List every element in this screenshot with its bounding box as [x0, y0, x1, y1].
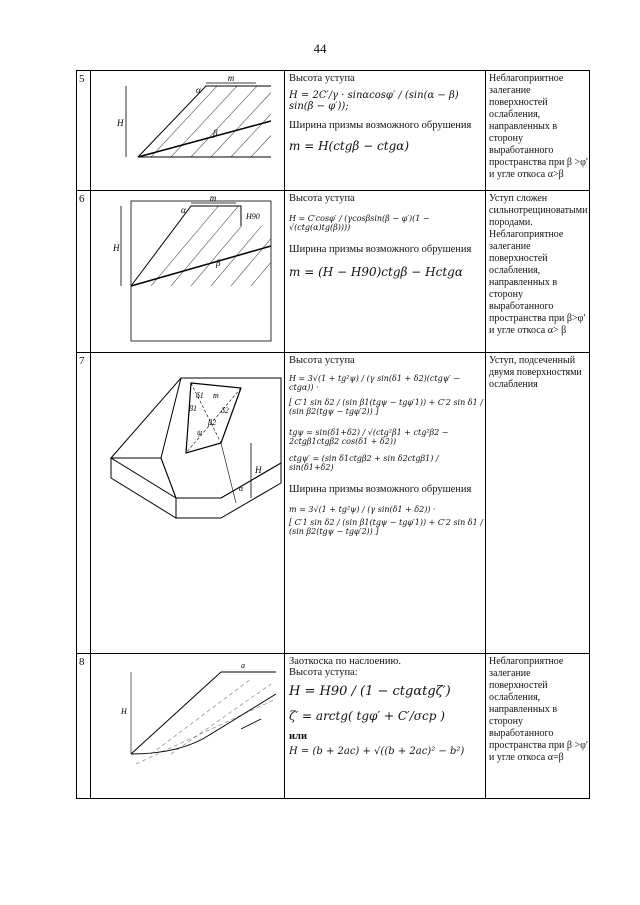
condition-cell: Уступ, подсеченный двумя поверхностями ослабления [486, 353, 590, 654]
formula-cell [285, 654, 486, 799]
width-equation: m = 3√(1 + tg²ψ) / (γ sin(δ1 + δ2)) · [289, 505, 436, 514]
width-label: Ширина призмы возможного обрушения [289, 484, 472, 495]
tg-psi-equation: tgψ = sin(δ1+δ2) / √(ctg²β1 + ctg²β2 − 2ctgβ1ctgβ2 cos(δ1 + δ2)) [289, 428, 449, 446]
label-beta1: β1 [189, 404, 197, 413]
label-alpha: α [196, 85, 201, 95]
label-m: m [227, 73, 235, 83]
table-row [77, 353, 590, 654]
label-h90: H90 [246, 212, 260, 221]
formula-table [76, 70, 590, 799]
label-m: m [209, 193, 217, 203]
or-label: или [289, 731, 307, 742]
width-label: Ширина призмы возможного обрушения [289, 244, 472, 255]
formula-cell [285, 191, 486, 353]
width-equation: m = H(ctgβ − ctgα) [289, 139, 410, 153]
height-equation: H = 3√(1 + tg²ψ) / (γ sin(δ1 + δ2)(ctgψ′ − ctgα)) · [289, 374, 461, 392]
height-bracket-equation: [ C′1 sin δ2 / (sin β1(tgψ − tgφ′1)) + C′2 sin δ1 / (sin β2(tgψ − tgφ′2)) ] [289, 398, 483, 416]
condition-cell: Неблагоприятное залегание поверхностей ослабления, направленных в сторону выработанного пространства при β >φ′ и угле откоса α=β [486, 654, 590, 799]
label-delta1: δ1 [196, 391, 204, 400]
row-number: 5 [77, 71, 91, 191]
height-equation: H = C′cosφ′ / (γcosβsin(β − φ′)(1 − √(ctg(α)tg(β)))) [289, 214, 430, 232]
block-diagram [91, 353, 285, 654]
formula-cell [285, 353, 486, 654]
width-equation: m = (H − H90)ctgβ − Hctgα [289, 265, 463, 279]
row-number: 8 [77, 654, 91, 799]
table-row [77, 654, 590, 799]
height-equation: H = H90 / (1 − ctgαtgζ′) [289, 684, 451, 699]
width-bracket-equation: [ C′1 sin δ2 / (sin β1(tgψ − tgφ′1)) + C′2 sin δ1 / (sin β2(tgψ − tgφ′2)) ] [289, 518, 483, 536]
table-row [77, 191, 590, 353]
label-psi: ψ [197, 428, 202, 437]
slope-diagram [91, 71, 285, 191]
label-beta: β [216, 258, 221, 268]
height-label: Высота уступа [289, 355, 355, 366]
row-number: 7 [77, 353, 91, 654]
slope-diagram [91, 191, 285, 353]
label-a: a [241, 661, 245, 670]
label-alpha: α [239, 484, 244, 493]
formula-cell [285, 71, 486, 191]
height-label: Высота уступа: [289, 667, 358, 678]
condition-cell: Неблагоприятное залегание поверхностей ослабления, направленных в сторону выработанного пространства при β >φ′ и угле откоса α>β [486, 71, 590, 191]
label-h: H [117, 118, 124, 128]
bedding-label: Заоткоска по наслоению. [289, 656, 402, 667]
label-alpha: α [181, 205, 186, 215]
zeta-equation: ζ′ = arctg( tgφ′ + C′/σcp ) [289, 709, 445, 723]
label-m: m [213, 391, 219, 400]
width-label: Ширина призмы возможного обрушения [289, 120, 472, 131]
height-label: Высота уступа [289, 73, 355, 84]
page-number: 44 [313, 41, 327, 56]
height-equation: H = 2C′/γ · sinαcosφ′ / (sin(α − β) sin(β − φ′)); [289, 90, 459, 112]
alt-height-equation: H = (b + 2ac) + √((b + 2ac)² − b²) [289, 746, 465, 757]
label-delta2: δ2 [221, 406, 229, 415]
bedding-diagram [91, 654, 285, 799]
label-h: H [255, 465, 262, 475]
label-beta2: β2 [208, 418, 216, 427]
condition-cell: Уступ сложен сильнотрещиноватыми породами. Неблагоприятное залегание поверхностей ослабления, направленных в сторону выработанного пространства при β>φ′ и угле откоса α> β [486, 191, 590, 353]
table-row [77, 71, 590, 191]
label-h: H [113, 243, 120, 253]
ctg-psi-equation: ctgψ′ = (sin δ1ctgβ2 + sin δ2ctgβ1) / sin(δ1+δ2) [289, 454, 439, 472]
label-beta: β [213, 128, 218, 138]
height-label: Высота уступа [289, 193, 355, 204]
row-number: 6 [77, 191, 91, 353]
label-h: H [121, 707, 127, 716]
